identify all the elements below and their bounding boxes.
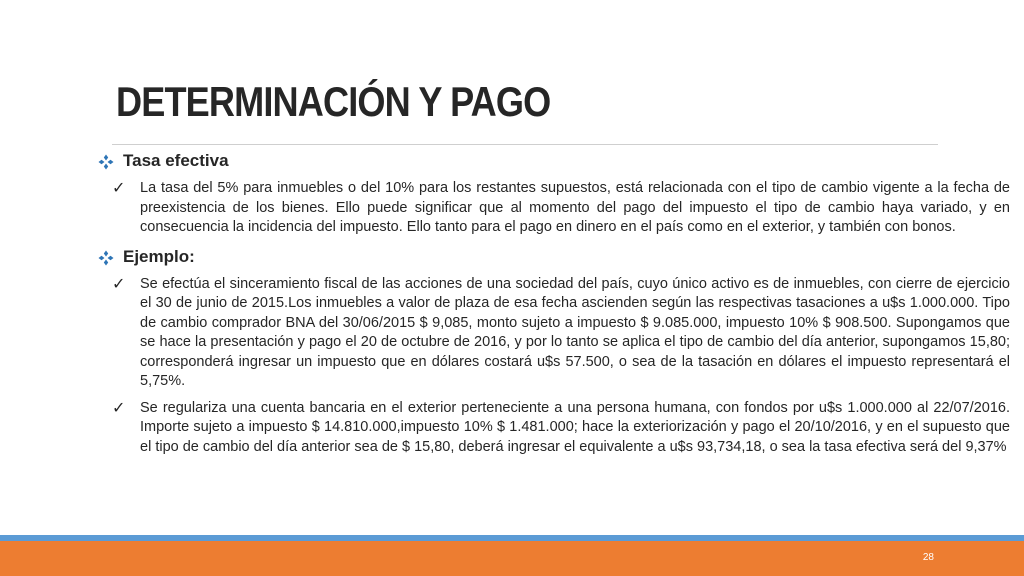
footer-bar: [0, 541, 1024, 576]
check-icon: ✓: [112, 180, 126, 197]
section-heading-tasa-efectiva: [98, 150, 1010, 172]
title-divider: [112, 144, 938, 145]
list-item: [98, 179, 1010, 238]
section-heading-label: Tasa efectiva: [123, 151, 229, 170]
list-item: [98, 399, 1010, 458]
diamond-bullet-icon: [98, 250, 114, 266]
list-item-text: Se regulariza una cuenta bancaria en el exterior perteneciente a una persona humana, con fondos por u$s 1.000.000 al 22/07/2016. Importe sujeto a impuesto $ 14.810.000,impuesto 10% $ 1.481.000; hace la exteriorización y pago el 20/10/2016, y en el supuesto que el tipo de cambio del día anterior sea de $ 15,80, deberá ingresar el equivalente a u$s 93,734,18, o sea la tasa efectiva será del 9,37%: [140, 399, 1010, 455]
diamond-bullet-icon: [98, 154, 114, 170]
section-heading-label: Ejemplo:: [123, 246, 195, 266]
section-heading-ejemplo: [98, 246, 1010, 268]
check-icon: ✓: [112, 275, 126, 293]
check-icon: ✓: [112, 399, 126, 417]
list-item-text: Se efectúa el sinceramiento fiscal de las acciones de una sociedad del país, cuyo único activo es de inmuebles, con cierre de ejercicio el 30 de junio de 2015.Los inmuebles a valor de plaza de esa fecha ascienden según las respectivas tasaciones a u$s 1.000.000. Tipo de cambio comprador BNA del 30/06/2015 $ 9,085, monto sujeto a impuesto $ 9.085.000, impuesto 10% $ 908.500. Supongamos que se hace la presentación y pago el 20 de octubre de 2016, y por lo tanto se aplica el tipo de cambio del día anterior, supongamos 15,80; corresponderá ingresar un impuesto que en dólares costará u$s 57.500, o sea de la tasación en dólares el impuesto representará el 5,75%.: [140, 275, 1010, 389]
slide-title: DETERMINACIÓN Y PAGO: [116, 78, 551, 125]
slide-content: [98, 150, 1010, 457]
list-item-text: La tasa del 5% para inmuebles o del 10% para los restantes supuestos, está relacionada con el tipo de cambio vigente a la fecha de preexistencia de los bienes. Ello puede significar que al momento del pago del impuesto el tipo de cambio haya variado, y en consecuencia la incidencia del impuesto. Ello tanto para el pago en dinero en el país como en el exterior, y también con bonos.: [140, 180, 1010, 235]
page-number: 28: [922, 552, 934, 563]
list-item: [98, 275, 1010, 392]
